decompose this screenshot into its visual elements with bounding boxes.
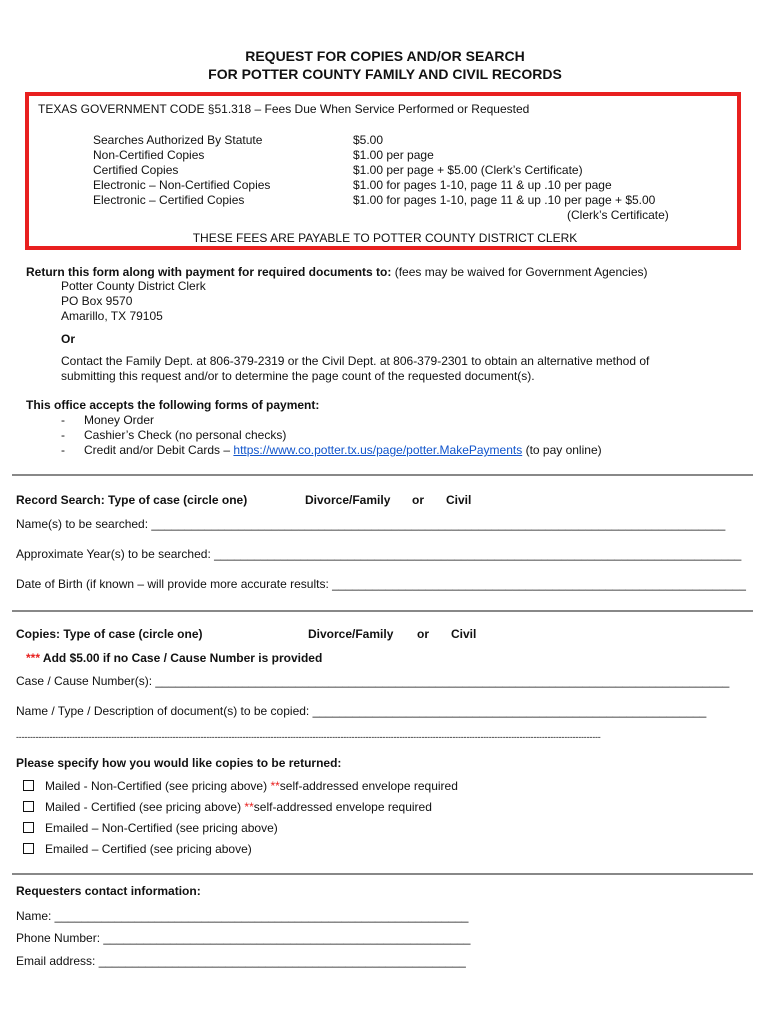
fee-footer: THESE FEES ARE PAYABLE TO POTTER COUNTY DISTRICT CLERK [192, 231, 578, 245]
form-title-line1: REQUEST FOR COPIES AND/OR SEARCH [245, 48, 525, 64]
contact-heading: Requesters contact information: [16, 884, 201, 898]
or-label: Or [61, 332, 76, 346]
section-divider [12, 873, 753, 875]
fee-note-text: Add $5.00 if no Case / Cause Number is provided [40, 651, 323, 665]
record-search-option-divorce[interactable]: Divorce/Family [305, 493, 391, 507]
checkbox-mailed-certified[interactable] [23, 801, 34, 812]
section-divider [12, 474, 753, 476]
copies-option-civil[interactable]: Civil [451, 627, 477, 641]
record-search-or: or [412, 493, 424, 507]
return-option-label [45, 779, 458, 793]
copies-or: or [417, 627, 429, 641]
record-search-label: Record Search: Type of case (circle one) [16, 493, 248, 507]
payment-dash: - [61, 428, 65, 442]
contact-instructions: Contact the Family Dept. at 806-379-2319 or the Civil Dept. at 806-379-2301 to obtain an alternative method of [61, 354, 650, 368]
copies-label: Copies: Type of case (circle one) [16, 627, 203, 641]
phone-field[interactable]: Phone Number: _______________________________________________________ [16, 931, 471, 945]
checkbox-emailed-noncertified[interactable] [23, 822, 34, 833]
names-searched-field[interactable]: Name(s) to be searched: ______________________________________________________________________________________ [16, 517, 726, 531]
option-text: Mailed - Certified (see pricing above) [45, 800, 245, 814]
form-title-line2: FOR POTTER COUNTY FAMILY AND CIVIL RECORDS [208, 66, 562, 82]
checkbox-emailed-certified[interactable] [23, 843, 34, 854]
case-number-field[interactable]: Case / Cause Number(s): ______________________________________________________________________________________ [16, 674, 730, 688]
payment-item-prefix: Credit and/or Debit Cards – [84, 443, 234, 457]
record-search-option-civil[interactable]: Civil [446, 493, 472, 507]
fee-price: $1.00 per page + $5.00 (Clerk’s Certificate) [353, 163, 583, 177]
fee-label: Electronic – Non-Certified Copies [93, 178, 271, 192]
contact-instructions: submitting this request and/or to determine the page count of the requested document(s). [61, 369, 535, 383]
fee-price: $1.00 for pages 1-10, page 11 & up .10 per page + $5.00 [353, 193, 656, 207]
option-suffix: self-addressed envelope required [279, 779, 458, 793]
return-option-label [45, 800, 432, 814]
address-line: Amarillo, TX 79105 [61, 309, 163, 323]
document-description-field[interactable]: Name / Type / Description of document(s) to be copied: ___________________________________________________________ [16, 704, 707, 718]
return-option-label: Emailed – Non-Certified (see pricing above) [45, 821, 278, 835]
payment-heading: This office accepts the following forms of payment: [26, 398, 320, 412]
option-suffix: self-addressed envelope required [253, 800, 432, 814]
address-line: Potter County District Clerk [61, 279, 206, 293]
copies-option-divorce[interactable]: Divorce/Family [308, 627, 394, 641]
fee-price: $1.00 for pages 1-10, page 11 & up .10 per page [353, 178, 612, 192]
payment-dash: - [61, 413, 65, 427]
fee-label: Non-Certified Copies [93, 148, 205, 162]
payment-item: Money Order [84, 413, 155, 427]
email-field[interactable]: Email address: _______________________________________________________ [16, 954, 466, 968]
section-divider [12, 610, 753, 612]
payment-item-online [84, 443, 602, 457]
return-instructions [26, 265, 648, 279]
fee-price: $5.00 [353, 133, 384, 147]
option-stars: ** [244, 800, 254, 814]
return-note: (fees may be waived for Government Agencies) [394, 265, 648, 279]
checkbox-mailed-noncertified[interactable] [23, 780, 34, 791]
fee-header: TEXAS GOVERNMENT CODE §51.318 – Fees Due When Service Performed or Requested [38, 102, 530, 116]
dashed-divider: ----------------------------------------------------------------------------------------------------------------------------------------------------------------------------------------------------------------- [16, 732, 601, 742]
return-method-heading: Please specify how you would like copies to be returned: [16, 756, 342, 770]
fee-price-continuation: (Clerk’s Certificate) [567, 208, 669, 222]
option-text: Mailed - Non-Certified (see pricing above) [45, 779, 271, 793]
payment-item: Cashier’s Check (no personal checks) [84, 428, 287, 442]
years-searched-field[interactable]: Approximate Year(s) to be searched: _______________________________________________________________________________ [16, 547, 742, 561]
copies-fee-note [26, 651, 322, 665]
address-line: PO Box 9570 [61, 294, 133, 308]
payments-link[interactable]: https://www.co.potter.tx.us/page/potter.MakePayments [233, 443, 523, 457]
fee-price: $1.00 per page [353, 148, 434, 162]
return-option-label: Emailed – Certified (see pricing above) [45, 842, 252, 856]
fee-label: Certified Copies [93, 163, 179, 177]
fee-label: Electronic – Certified Copies [93, 193, 245, 207]
option-stars: ** [270, 779, 280, 793]
date-of-birth-field[interactable]: Date of Birth (if known – will provide more accurate results: ______________________________________________________________ [16, 577, 746, 591]
payment-item-suffix: (to pay online) [522, 443, 602, 457]
return-lead: Return this form along with payment for required documents to: [26, 265, 392, 279]
fee-note-stars: *** [26, 651, 41, 665]
payment-dash: - [61, 443, 65, 457]
fee-label: Searches Authorized By Statute [93, 133, 263, 147]
name-field[interactable]: Name: ______________________________________________________________ [16, 909, 469, 923]
